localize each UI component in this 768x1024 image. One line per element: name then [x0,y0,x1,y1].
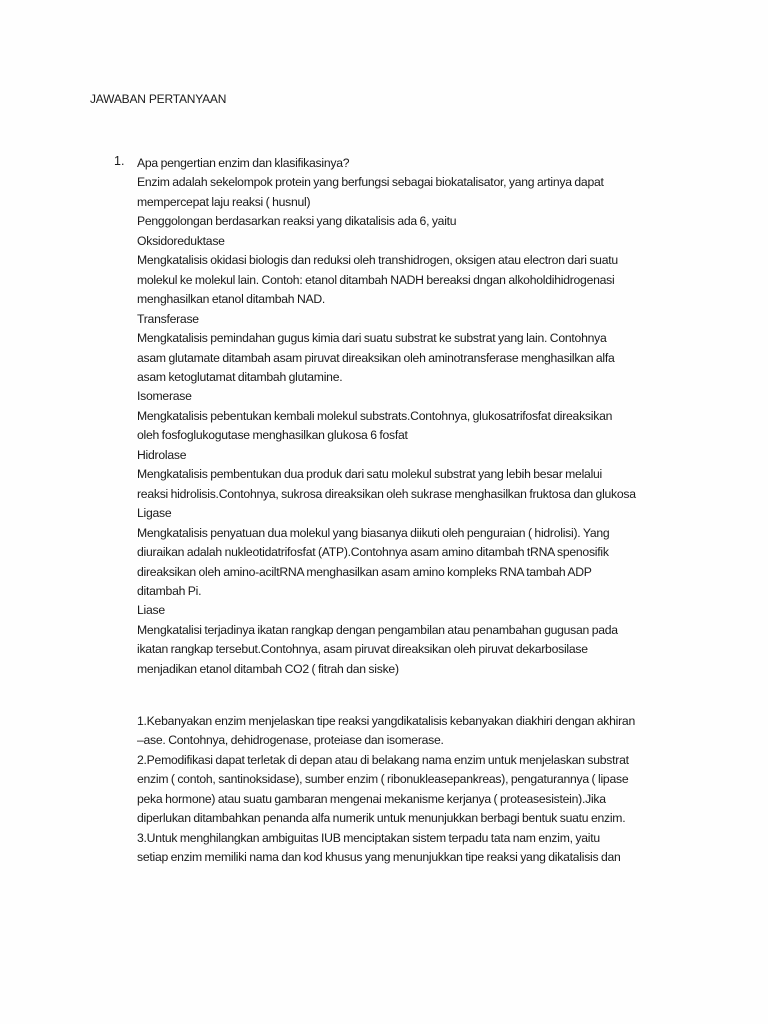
text-line: setiap enzim memiliki nama dan kod khusus yang menunjukkan tipe reaksi yang dikatalisis dan [137,850,621,865]
text-line: ikatan rangkap tersebut.Contohnya, asam piruvat direaksikan oleh piruvat dekarbosilase [137,642,588,657]
text-line: Mengkatalisis okidasi biologis dan reduksi oleh transhidrogen, oksigen atau electron dari suatu [137,253,618,268]
text-line: Mengkatalisi terjadinya ikatan rangkap dengan pengambilan atau penambahan gugusan pada [137,622,618,637]
text-line: Oksidoreduktase [137,233,225,248]
text-line: Enzim adalah sekelompok protein yang berfungsi sebagai biokatalisator, yang artinya dapat [137,175,604,190]
text-line: 2.Pemodifikasi dapat terletak di depan atau di belakang nama enzim untuk menjelaskan substrat [137,752,629,767]
text-line: peka hormone) atau suatu gambaran mengenai mekanisme kerjanya ( proteasesistein).Jika [137,791,606,806]
text-line: Mengkatalisis pembentukan dua produk dari satu molekul substrat yang lebih besar melalui [137,467,603,482]
text-line: asam ketoglutamat ditambah glutamine. [137,369,343,384]
text-line: menjadikan etanol ditambah CO2 ( fitrah dan siske) [137,661,399,676]
answer-section-classification [137,154,697,679]
text-line: enzim ( contoh, santinoksidase), sumber enzim ( ribonukleasepankreas), pengaturannya ( lipase [137,772,629,787]
text-line: Mengkatalisis pebentukan kembali molekul substrats.Contohnya, glukosatrifosfat direaksikan [137,408,613,423]
text-line: molekul ke molekul lain. Contoh: etanol ditambah NADH bereaksi dngan alkoholdihidrogenasi [137,272,615,287]
question-number: 1. [114,154,125,168]
text-line: Liase [137,603,165,618]
text-line: reaksi hidrolisis.Contohnya, sukrosa direaksikan oleh sukrase menghasilkan fruktosa dan glukosa [137,486,636,501]
answer-section-nomenclature [137,712,697,868]
text-line: –ase. Contohnya, dehidrogenase, proteiase dan isomerase. [137,733,444,748]
text-line: diperlukan ditambahkan penanda alfa numerik untuk menunjukkan berbagi bentuk suatu enzim. [137,811,626,826]
text-line: Mengkatalisis penyatuan dua molekul yang biasanya diikuti oleh penguraian ( hidrolisi). Yang [137,525,610,540]
text-line: Hidrolase [137,447,187,462]
text-line: Penggolongan berdasarkan reaksi yang dikatalisis ada 6, yaitu [137,214,457,229]
text-line: Transferase [137,311,199,326]
text-line: menghasilkan etanol ditambah NAD. [137,292,326,307]
text-line: direaksikan oleh amino-aciltRNA menghasilkan asam amino kompleks RNA tambah ADP [137,564,592,579]
text-line: Apa pengertian enzim dan klasifikasinya? [137,156,350,170]
text-line: Ligase [137,506,172,521]
text-line: asam glutamate ditambah asam piruvat direaksikan oleh aminotransferase menghasilkan alfa [137,350,615,365]
document-title: JAWABAN PERTANYAAN [90,92,227,106]
text-line: mempercepat laju reaksi ( husnul) [137,194,311,209]
text-line: Mengkatalisis pemindahan gugus kimia dari suatu substrat ke substrat yang lain. Contohnya [137,331,607,346]
text-line: oleh fosfoglukogutase menghasilkan glukosa 6 fosfat [137,428,408,443]
text-line: 3.Untuk menghilangkan ambiguitas IUB menciptakan sistem terpadu tata nam enzim, yaitu [137,830,600,845]
text-line: ditambah Pi. [137,583,202,598]
text-line: 1.Kebanyakan enzim menjelaskan tipe reaksi yangdikatalisis kebanyakan diakhiri dengan akhiran [137,714,635,728]
text-line: diuraikan adalah nukleotidatrifosfat (ATP).Contohnya asam amino ditambah tRNA spenosifik [137,545,609,560]
text-line: Isomerase [137,389,192,404]
